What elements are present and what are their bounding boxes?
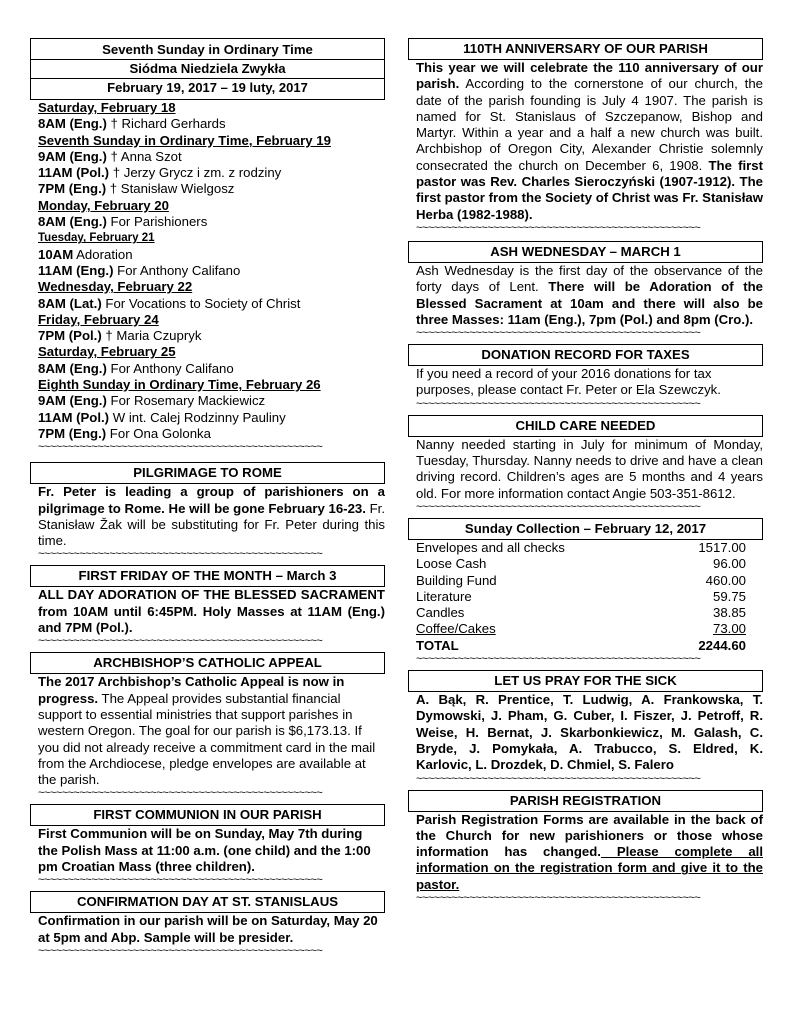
schedule-mass-entry (38, 361, 385, 377)
collection-row (416, 589, 746, 605)
mass-time: 11AM (Eng.) (38, 262, 114, 278)
separator: ~~~~~~~~~~~~~~~~~~~~~~~~~~~~~~~~~~~~~~~~~~~~~~~~ (416, 654, 701, 665)
separator: ~~~~~~~~~~~~~~~~~~~~~~~~~~~~~~~~~~~~~~~~~~~~~~~~ (38, 442, 323, 453)
schedule-mass-entry (38, 393, 385, 409)
separator: ~~~~~~~~~~~~~~~~~~~~~~~~~~~~~~~~~~~~~~~~~~~~~~~~ (38, 788, 323, 799)
child-care-header: CHILD CARE NEEDED (408, 415, 763, 437)
donation-text: If you need a record of your 2016 donations for tax purposes, please contact Fr. Peter or Ela Szewczyk. (416, 366, 721, 398)
separator: ~~~~~~~~~~~~~~~~~~~~~~~~~~~~~~~~~~~~~~~~~~~~~~~~ (416, 328, 701, 339)
anniversary-text (416, 60, 763, 223)
ash-wednesday-text (416, 263, 763, 328)
anniversary-normal: According to the cornerstone of our church, the date of the parish founding is July 4 1907. The parish is named for St. Stanislaus of Szczepanow, Bishop and Martyr. Within a year and a half a new church was built. Archbishop of Oregon City, Alexander Christie solemnly consecrated the church on December 6, 1908. (416, 76, 763, 173)
anniversary-bold-1: This year we will celebrate the 110 anniversary of our parish. (416, 60, 763, 92)
separator: ~~~~~~~~~~~~~~~~~~~~~~~~~~~~~~~~~~~~~~~~~~~~~~~~ (416, 398, 701, 409)
collection-value: 460.00 (705, 572, 746, 588)
appeal-text (38, 674, 385, 788)
schedule-mass-entry (38, 247, 385, 263)
pilgrimage-text (38, 484, 385, 549)
anniversary-header: 110TH ANNIVERSARY OF OUR PARISH (408, 38, 763, 60)
ash-wednesday-header: ASH WEDNESDAY – MARCH 1 (408, 241, 763, 263)
collection-label: Envelopes and all checks (416, 539, 565, 555)
collection-value: 59.75 (712, 588, 746, 604)
mass-schedule-header (30, 38, 385, 100)
first-communion-header: FIRST COMMUNION IN OUR PARISH (30, 804, 385, 826)
schedule-mass-entry (38, 410, 385, 426)
collection-label: Building Fund (416, 572, 497, 588)
anniversary-bold-2: The first pastor was Rev. Charles Sieroczyński (1907-1912). The first pastor from the Society of Christ was Fr. Stanisław Herba (1982-1988). (416, 157, 763, 222)
mass-intention: For Parishioners (106, 214, 208, 230)
schedule-day-heading: Seventh Sunday in Ordinary Time, February 19 (38, 132, 331, 148)
mass-schedule-title-pl: Siódma Niedziela Zwykła (31, 59, 384, 78)
first-friday-header: FIRST FRIDAY OF THE MONTH – March 3 (30, 565, 385, 587)
appeal-bold: The 2017 Archbishop’s Catholic Appeal is now in progress. (38, 674, 345, 706)
ash-wednesday-normal: Ash Wednesday is the first day of the observance of the forty days of Lent. (416, 262, 763, 295)
collection-label: Loose Cash (416, 556, 487, 572)
collection-total-row (416, 638, 746, 654)
ash-wednesday-bold: There will be Adoration of the Blessed Sacrament at 10am and there will also be three Masses: 11am (Eng.), 7pm (Pol.) and 8pm (Cro.). (416, 279, 763, 327)
pray-sick-text: A. Bąk, R. Prentice, T. Ludwig, A. Frankowska, T. Dymowski, J. Pham, G. Cuber, I. Fiszer, J. Petroff, R. Weise, H. Bernat, J. Skarbonkiewicz, M. Galash, C. Bryde, J. Pomykała, A. Trabucco, S. Eldred, K. Karlovic, L. Drozdek, D. Chmiel, S. Falero (416, 692, 763, 773)
mass-intention: For Vocations to Society of Christ (101, 295, 301, 311)
mass-intention: W int. Calej Rodzinny Pauliny (109, 409, 286, 425)
left-column (30, 38, 385, 956)
mass-time: 9AM (Eng.) (38, 148, 107, 164)
schedule-day-heading: Tuesday, February 21 (38, 232, 155, 245)
right-column (408, 38, 763, 903)
appeal-header: ARCHBISHOP’S CATHOLIC APPEAL (30, 652, 385, 674)
schedule-mass-entry (38, 165, 385, 181)
pray-sick-header: LET US PRAY FOR THE SICK (408, 670, 763, 692)
collection-label: Literature (416, 588, 472, 604)
mass-intention: For Anthony Califano (113, 262, 241, 278)
first-friday-text: ALL DAY ADORATION OF THE BLESSED SACRAMENT from 10AM until 6:45PM. Holy Masses at 11AM (Eng.) and 7PM (Pol.). (38, 587, 385, 636)
mass-schedule-title-en: Seventh Sunday in Ordinary Time (102, 42, 313, 57)
separator: ~~~~~~~~~~~~~~~~~~~~~~~~~~~~~~~~~~~~~~~~~~~~~~~~ (416, 892, 701, 903)
mass-schedule-list (38, 100, 385, 442)
collection-value: 73.00 (712, 621, 746, 637)
mass-time: 7PM (Eng.) (38, 181, 107, 197)
mass-intention: † Stanisław Wielgosz (106, 181, 235, 197)
mass-intention: † Richard Gerhards (106, 116, 226, 132)
first-communion-text: First Communion will be on Sunday, May 7th during the Polish Mass at 11:00 a.m. (one child) and the 1:00 pm Croatian Mass (three children). (38, 826, 371, 874)
collection-row (416, 540, 746, 556)
mass-intention: † Anna Szot (106, 148, 182, 164)
collection-value: 38.85 (712, 605, 746, 621)
collection-value: 96.00 (712, 556, 746, 572)
separator: ~~~~~~~~~~~~~~~~~~~~~~~~~~~~~~~~~~~~~~~~~~~~~~~~ (38, 875, 323, 886)
schedule-mass-entry (38, 116, 385, 132)
collection-label: Candles (416, 605, 465, 621)
collection-total-label: TOTAL (416, 637, 459, 653)
mass-intention: † Maria Czupryk (101, 328, 202, 344)
confirmation-header: CONFIRMATION DAY AT ST. STANISLAUS (30, 891, 385, 913)
schedule-mass-entry (38, 149, 385, 165)
mass-schedule-dates: February 19, 2017 – 19 luty, 2017 (31, 78, 384, 97)
mass-time: 10AM (38, 246, 74, 262)
collection-row (416, 556, 746, 572)
collection-header: Sunday Collection – February 12, 2017 (408, 518, 763, 540)
mass-time: 7PM (Eng.) (38, 425, 107, 441)
separator: ~~~~~~~~~~~~~~~~~~~~~~~~~~~~~~~~~~~~~~~~~~~~~~~~ (416, 222, 701, 233)
collection-row (416, 573, 746, 589)
schedule-mass-entry (38, 296, 385, 312)
pilgrimage-header: PILGRIMAGE TO ROME (30, 462, 385, 484)
collection-total-value: 2244.60 (698, 637, 746, 653)
mass-time: 11AM (Pol.) (38, 165, 110, 181)
mass-time: 7PM (Pol.) (38, 328, 102, 344)
schedule-mass-entry (38, 214, 385, 230)
separator: ~~~~~~~~~~~~~~~~~~~~~~~~~~~~~~~~~~~~~~~~~~~~~~~~ (38, 549, 323, 560)
mass-time: 9AM (Eng.) (38, 393, 107, 409)
mass-time: 11AM (Pol.) (38, 409, 110, 425)
mass-time: 8AM (Eng.) (38, 214, 107, 230)
mass-intention: For Rosemary Mackiewicz (106, 393, 266, 409)
appeal-normal: The Appeal provides substantial financial support to essential ministries that support parishes in western Oregon. The goal for our parish is $6,173.13. If you did not already receive a commitment card in the mail from the Archdiocese, pledge envelopes are available at the parish. (38, 690, 376, 788)
schedule-day-heading: Saturday, February 18 (38, 100, 176, 115)
registration-normal: Parish Registration Forms are available in the back of the Church for new parishioners or those whose information has changed. (416, 811, 763, 860)
pilgrimage-normal: Fr. Stanisław Žak will be substituting for Fr. Peter during this time. (38, 500, 385, 549)
mass-time: 8AM (Eng.) (38, 360, 107, 376)
registration-text (416, 812, 763, 893)
mass-intention: † Jerzy Grycz i zm. z rodziny (109, 165, 282, 181)
collection-table (416, 540, 746, 654)
schedule-day-heading: Monday, February 20 (38, 197, 169, 213)
mass-intention: For Ona Golonka (106, 425, 211, 441)
child-care-text: Nanny needed starting in July for minimum of Monday, Tuesday, Thursday. Nanny needs to drive and have a clean driving record. Children’s ages are 5 months and 4 years old. For more information contact Angie 503-351-8612. (416, 436, 763, 501)
separator: ~~~~~~~~~~~~~~~~~~~~~~~~~~~~~~~~~~~~~~~~~~~~~~~~ (38, 945, 323, 956)
mass-intention: Adoration (73, 246, 133, 262)
separator: ~~~~~~~~~~~~~~~~~~~~~~~~~~~~~~~~~~~~~~~~~~~~~~~~ (416, 501, 701, 512)
schedule-day-heading: Saturday, February 25 (38, 344, 176, 360)
collection-value: 1517.00 (698, 539, 746, 555)
schedule-day-heading: Wednesday, February 22 (38, 279, 193, 295)
pilgrimage-bold: Fr. Peter is leading a group of parishioners on a pilgrimage to Rome. He will be gone February 16-23. (38, 484, 385, 516)
mass-intention: For Anthony Califano (106, 360, 234, 376)
registration-header: PARISH REGISTRATION (408, 790, 763, 812)
separator: ~~~~~~~~~~~~~~~~~~~~~~~~~~~~~~~~~~~~~~~~~~~~~~~~ (38, 636, 323, 647)
separator: ~~~~~~~~~~~~~~~~~~~~~~~~~~~~~~~~~~~~~~~~~~~~~~~~ (416, 773, 701, 784)
schedule-day-heading: Friday, February 24 (38, 311, 159, 327)
schedule-day-heading: Eighth Sunday in Ordinary Time, February 26 (38, 377, 321, 393)
schedule-mass-entry (38, 181, 385, 197)
registration-underlined: Please complete all information on the registration form and give it to the pastor. (416, 844, 763, 892)
collection-row (416, 621, 746, 637)
mass-time: 8AM (Eng.) (38, 116, 107, 132)
mass-time: 8AM (Lat.) (38, 295, 102, 311)
donation-header: DONATION RECORD FOR TAXES (408, 344, 763, 366)
collection-row (416, 605, 746, 621)
confirmation-text: Confirmation in our parish will be on Saturday, May 20 at 5pm and Abp. Sample will be presider. (38, 913, 378, 945)
schedule-mass-entry (38, 263, 385, 279)
schedule-mass-entry (38, 426, 385, 442)
schedule-mass-entry (38, 328, 385, 344)
collection-label: Coffee/Cakes (416, 621, 496, 637)
